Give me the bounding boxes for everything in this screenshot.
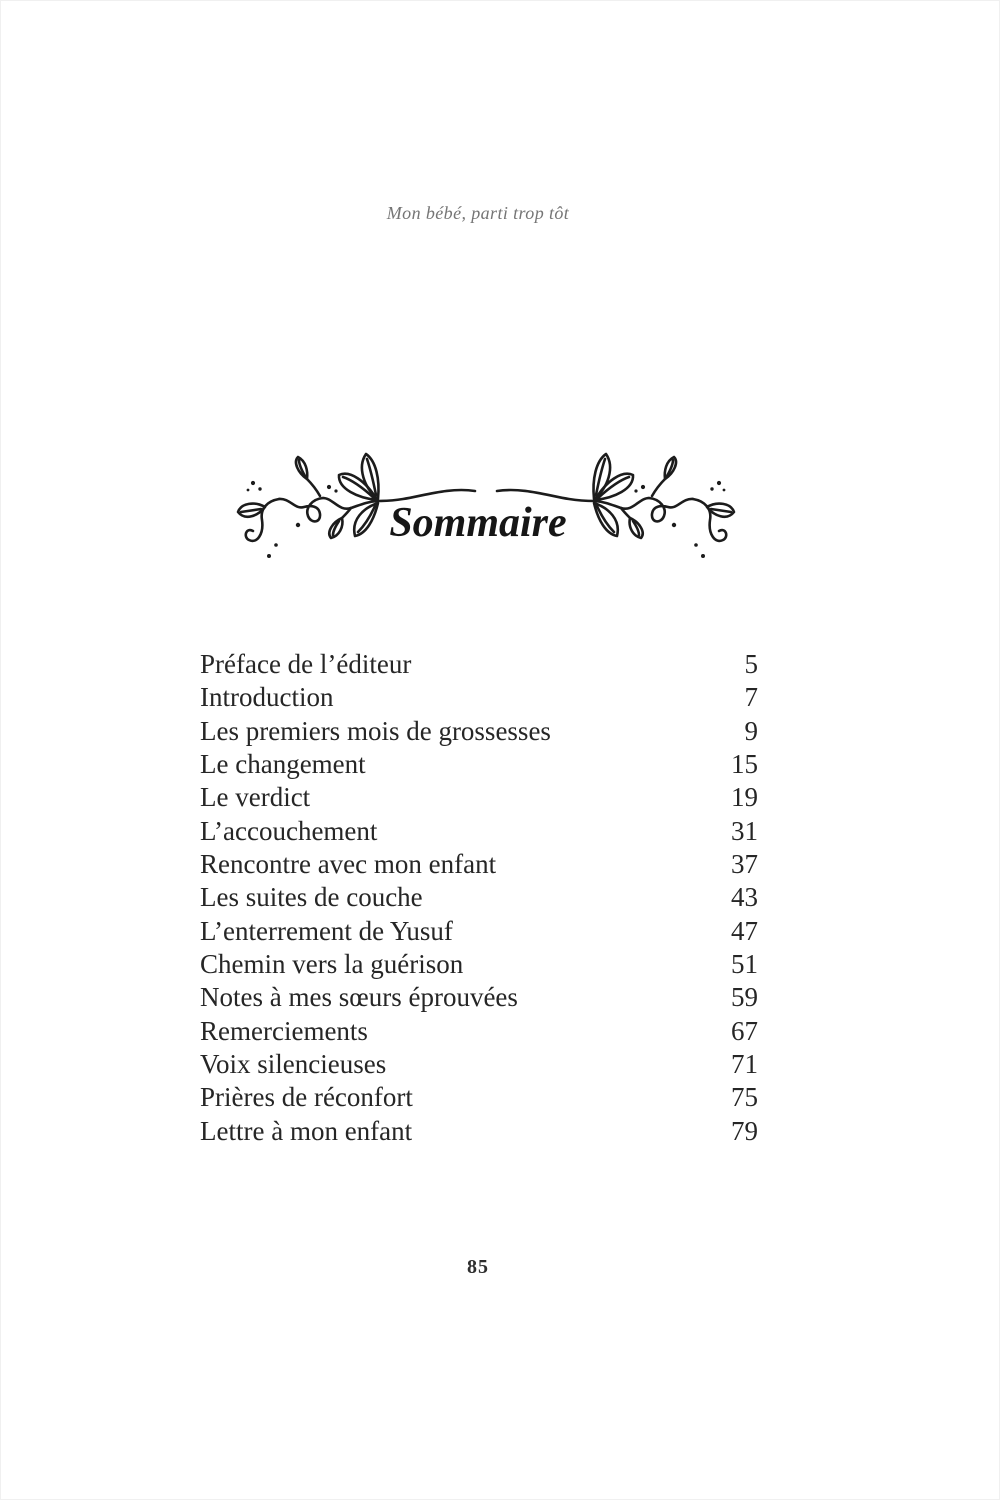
toc-row xyxy=(200,815,758,848)
toc-entry-title: Préface de l’éditeur xyxy=(200,649,412,679)
toc-entry-page: 43 xyxy=(731,882,758,913)
toc-row xyxy=(200,681,758,714)
toc-entry-page: 67 xyxy=(731,1015,758,1046)
toc-entry-title: Rencontre avec mon enfant xyxy=(200,849,497,880)
page-title: Sommaire xyxy=(389,500,567,546)
toc-entry-page: 71 xyxy=(731,1049,758,1080)
toc-entry-title: Le verdict xyxy=(200,782,311,813)
toc-entry-page: 75 xyxy=(731,1082,758,1113)
toc-entry-title: L’enterrement de Yusuf xyxy=(200,915,453,946)
toc-row xyxy=(200,981,758,1014)
table-of-contents xyxy=(200,648,758,1148)
toc-row xyxy=(200,715,758,748)
toc-entry-page: 47 xyxy=(731,915,758,946)
toc-entry-page: 31 xyxy=(731,815,758,846)
toc-entry-page: 5 xyxy=(744,649,758,679)
toc-entry-page: 7 xyxy=(744,682,758,713)
toc-entry-page: 19 xyxy=(731,782,758,813)
toc-entry-title: Les premiers mois de grossesses xyxy=(200,715,551,746)
toc-row xyxy=(200,1115,758,1148)
toc-entry-page: 59 xyxy=(731,982,758,1013)
toc-entry-title: Chemin vers la guérison xyxy=(200,949,464,980)
toc-entry-title: Remerciements xyxy=(200,1015,368,1046)
toc-row xyxy=(200,648,758,681)
toc-row xyxy=(200,915,758,948)
toc-entry-title: Lettre à mon enfant xyxy=(200,1115,413,1146)
toc-entry-title: Prières de réconfort xyxy=(200,1082,413,1113)
running-header: Mon bébé, parti trop tôt xyxy=(386,203,570,223)
toc-row xyxy=(200,748,758,781)
title-ornament-block xyxy=(0,446,956,576)
toc-entry-page: 51 xyxy=(731,949,758,980)
toc-entry-title: Le changement xyxy=(200,749,366,780)
toc-entry-page: 37 xyxy=(731,849,758,880)
toc-row xyxy=(200,1048,758,1081)
toc-row xyxy=(200,1081,758,1114)
toc-row xyxy=(200,1015,758,1048)
toc-entry-page: 79 xyxy=(731,1115,758,1146)
page-number: 85 xyxy=(467,1256,489,1278)
toc-row xyxy=(200,781,758,814)
toc-entry-page: 15 xyxy=(731,749,758,780)
toc-row xyxy=(200,881,758,914)
toc-row xyxy=(200,848,758,881)
toc-entry-title: Introduction xyxy=(200,682,334,713)
toc-row xyxy=(200,948,758,981)
toc-entry-title: Les suites de couche xyxy=(200,882,423,913)
toc-entry-title: L’accouchement xyxy=(200,815,378,846)
toc-entry-title: Notes à mes sœurs éprouvées xyxy=(200,982,518,1013)
toc-entry-page: 9 xyxy=(744,715,758,746)
toc-entry-title: Voix silencieuses xyxy=(200,1049,387,1080)
